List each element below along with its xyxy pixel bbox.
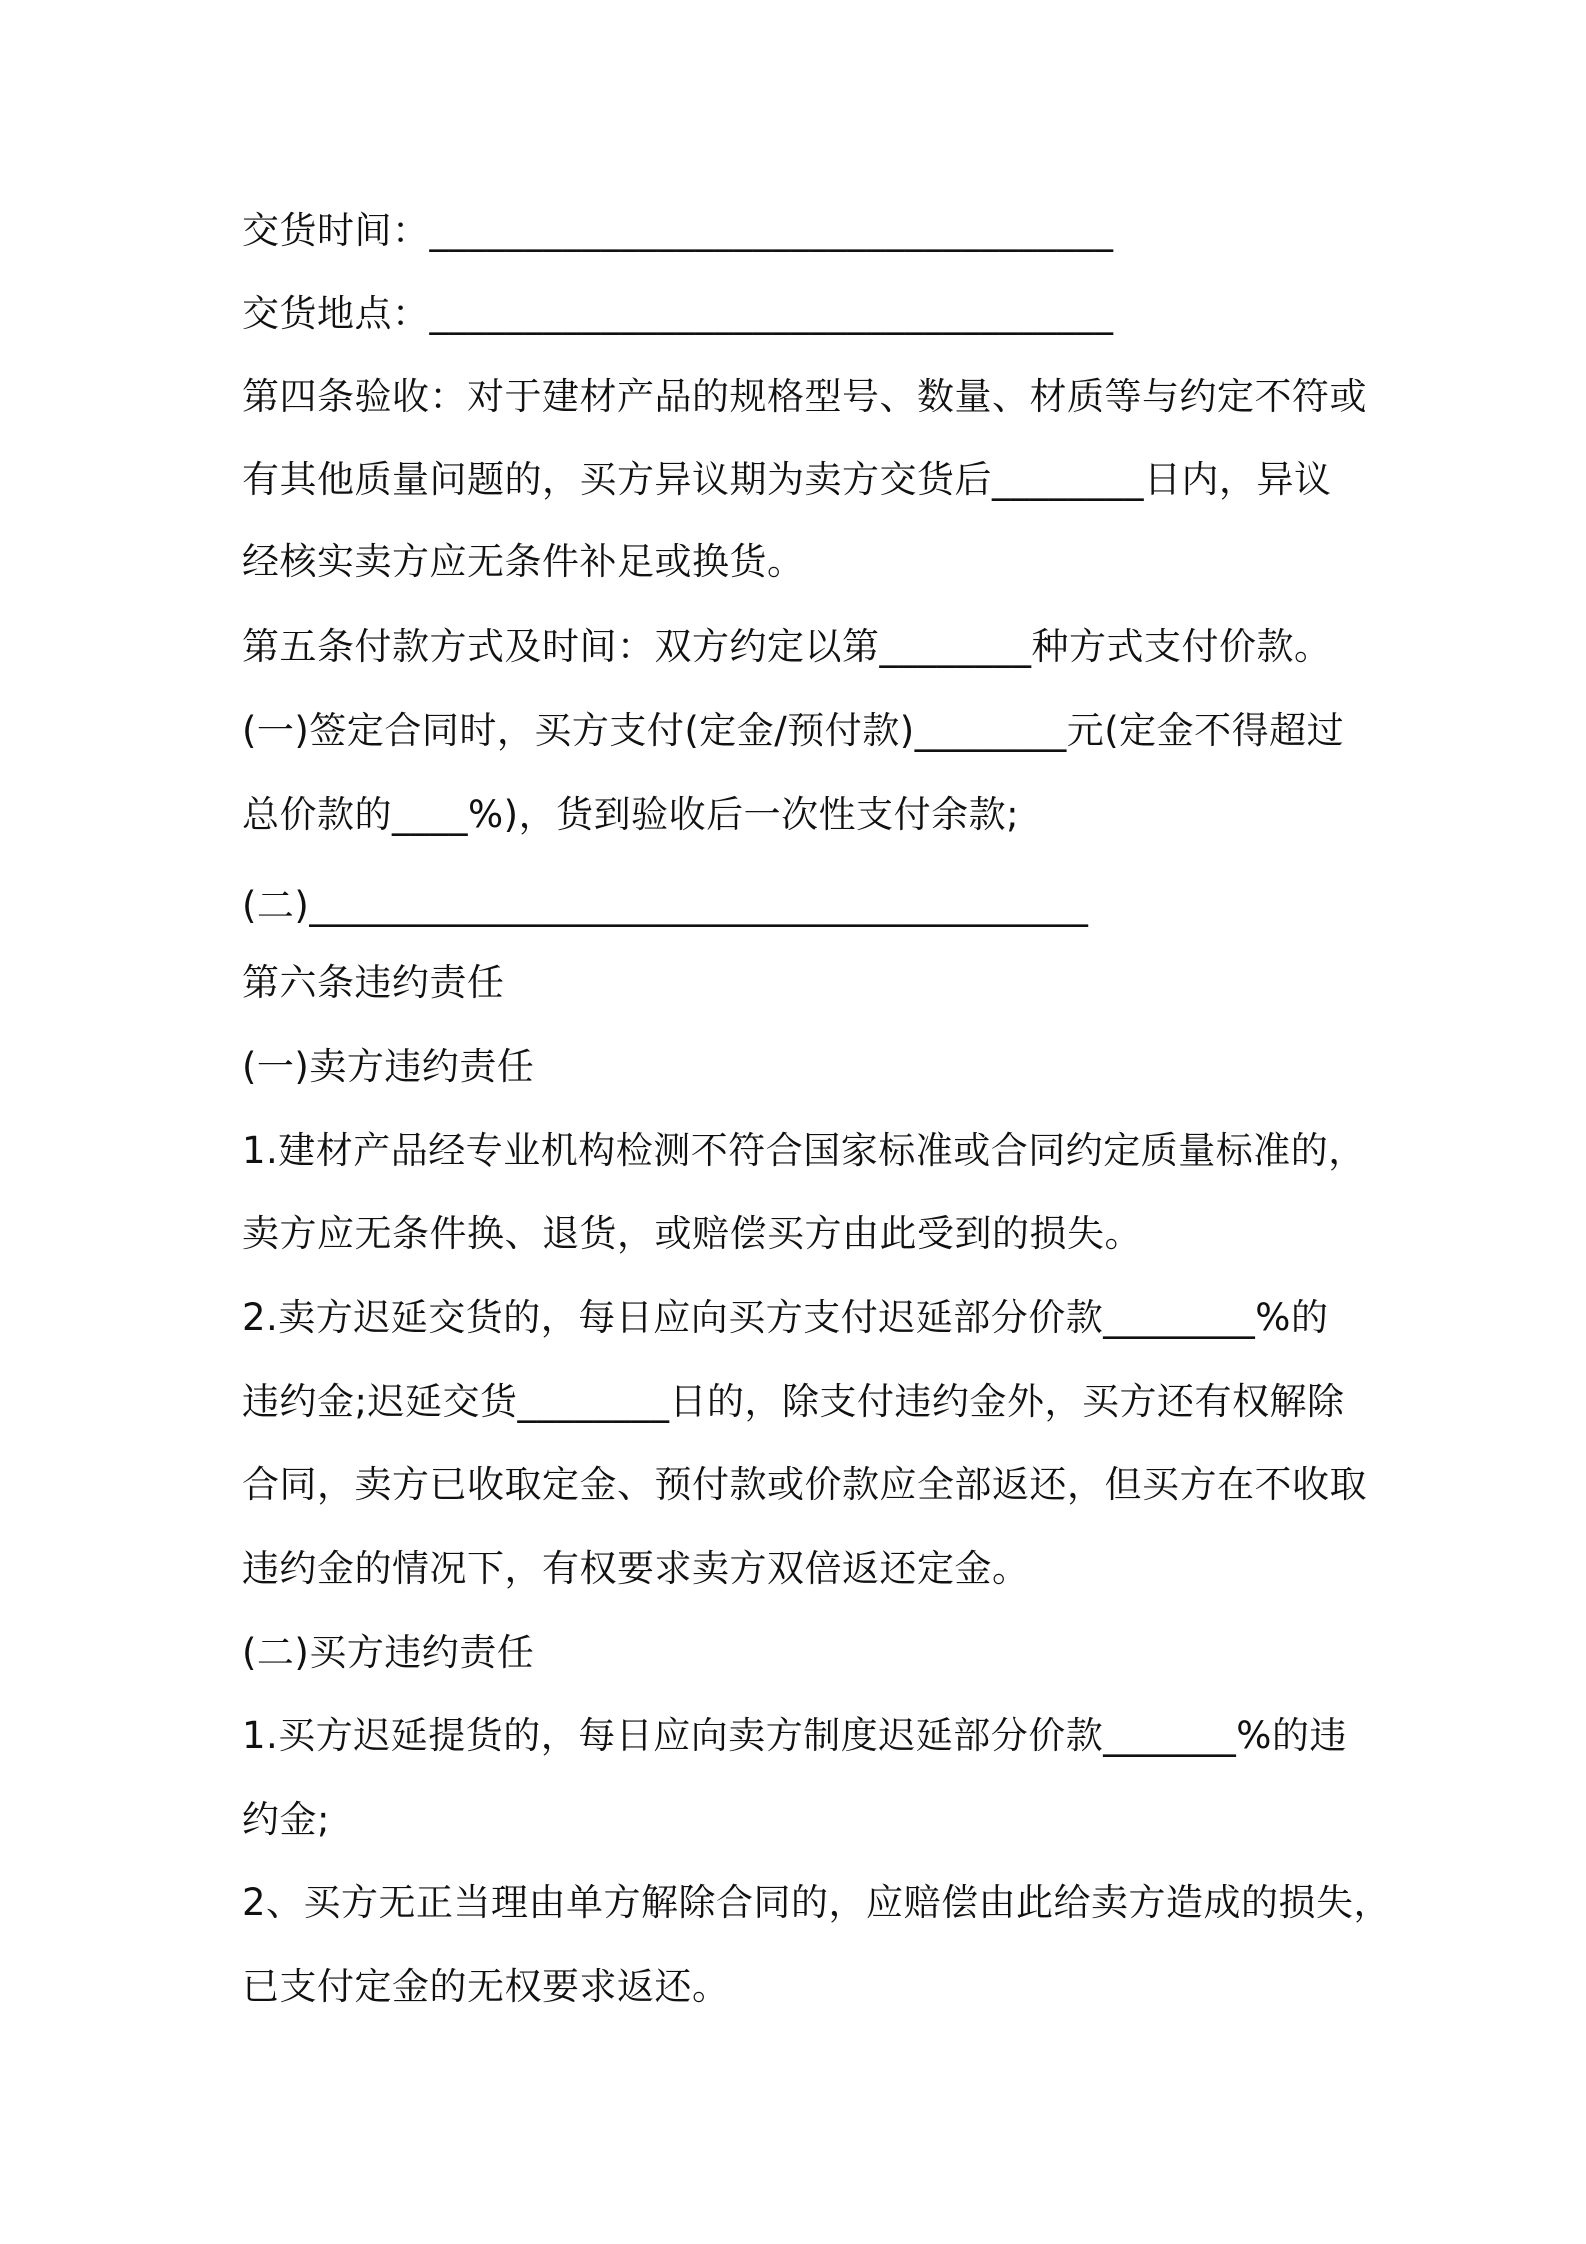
text-line: 第四条验收：对于建材产品的规格型号、数量、材质等与约定不符或: [242, 375, 1367, 418]
text-line: 1.买方迟延提货的，每日应向卖方制度迟延部分价款_______%的违: [242, 1714, 1347, 1757]
text-line: 交货时间：____________________________________: [242, 209, 1114, 252]
text-line: 违约金的情况下，有权要求卖方双倍返还定金。: [242, 1547, 1030, 1590]
text-line: 合同，卖方已收取定金、预付款或价款应全部返还，但买方在不收取: [242, 1463, 1367, 1506]
text-line: 总价款的____%)，货到验收后一次性支付余款;: [242, 793, 1020, 836]
text-line: 第五条付款方式及时间：双方约定以第________种方式支付价款。: [242, 625, 1332, 668]
text-line: 交货地点：____________________________________: [242, 292, 1114, 335]
text-line: 约金;: [242, 1798, 330, 1841]
text-line: (一)签定合同时，买方支付(定金/预付款)________元(定金不得超过: [242, 709, 1345, 752]
text-line: 有其他质量问题的，买方异议期为卖方交货后________日内，异议: [242, 458, 1332, 501]
text-line: (二)_________________________________________: [242, 884, 1089, 927]
text-line: 第六条违约责任: [242, 961, 505, 1004]
text-line: (一)卖方违约责任: [242, 1045, 535, 1088]
text-line: 经核实卖方应无条件补足或换货。: [242, 540, 805, 583]
text-line: 2.卖方迟延交货的，每日应向买方支付迟延部分价款________%的: [242, 1296, 1329, 1339]
text-line: 1.建材产品经专业机构检测不符合国家标准或合同约定质量标准的，: [242, 1129, 1366, 1172]
text-line: 卖方应无条件换、退货，或赔偿买方由此受到的损失。: [242, 1212, 1142, 1255]
text-line: 2、买方无正当理由单方解除合同的，应赔偿由此给卖方造成的损失，: [242, 1881, 1392, 1924]
text-line: 违约金;迟延交货________日的，除支付违约金外，买方还有权解除: [242, 1380, 1345, 1423]
text-line: 已支付定金的无权要求返还。: [242, 1965, 730, 2008]
text-line: (二)买方违约责任: [242, 1631, 535, 1674]
